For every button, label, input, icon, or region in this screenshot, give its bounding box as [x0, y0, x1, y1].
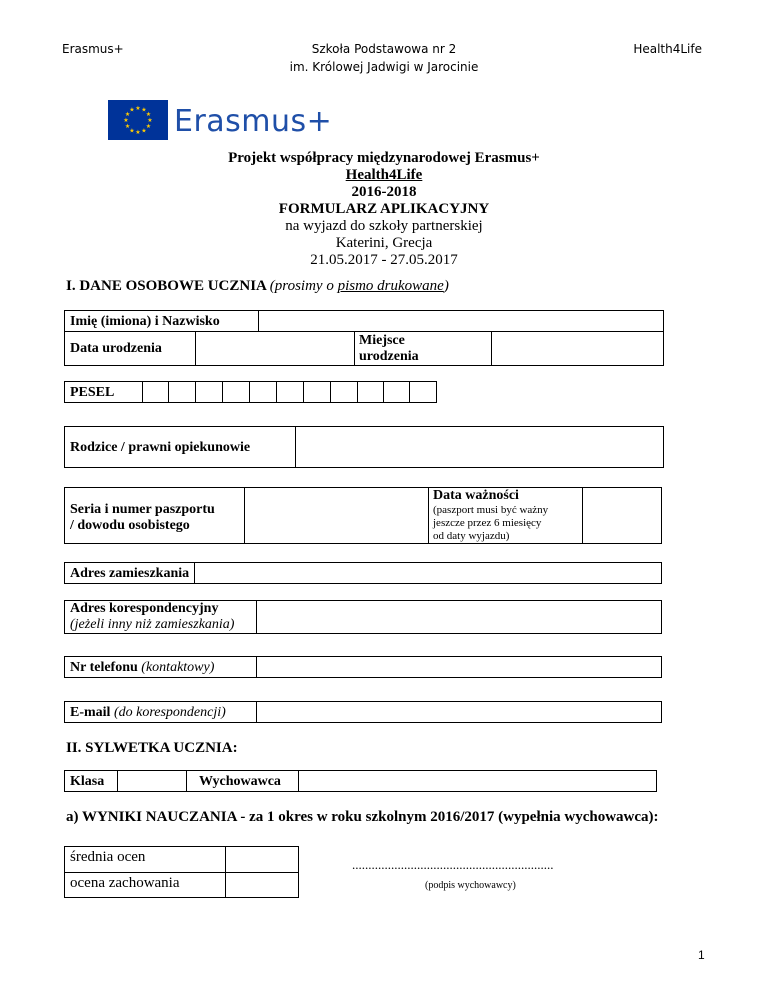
pesel-digit-box[interactable] — [196, 382, 223, 402]
table-divider — [186, 771, 187, 791]
validity-note-2: jeszcze przez 6 miesięcy — [433, 517, 542, 529]
behavior-field[interactable] — [226, 873, 298, 897]
eu-stars-icon — [108, 100, 168, 140]
signature-caption: (podpis wychowawcy) — [425, 880, 516, 891]
title-line2: Health4Life — [345, 167, 423, 183]
erasmus-logo-text: Erasmus+ — [174, 104, 333, 139]
section1-note-prefix: (prosimy o — [269, 278, 338, 294]
avg-field[interactable] — [226, 847, 298, 872]
address-field[interactable] — [195, 563, 661, 583]
class-field[interactable] — [118, 771, 186, 791]
results-heading: a) WYNIKI NAUCZANIA - za 1 okres w roku szkolnym 2016/2017 (wypełnia wychowawca): — [66, 809, 659, 825]
section1-note-link: pismo drukowane — [337, 278, 444, 294]
email-label-row — [70, 705, 226, 721]
title-line4: FORMULARZ APLIKACYJNY — [278, 201, 490, 217]
svg-text:★: ★ — [129, 127, 135, 135]
parents-field[interactable] — [296, 427, 663, 467]
class-teacher-table — [64, 770, 657, 792]
section1-heading: I. DANE OSOBOWE UCZNIA — [66, 278, 267, 294]
svg-text:★: ★ — [129, 106, 135, 114]
svg-text:★: ★ — [145, 111, 152, 118]
phone-label-row — [70, 660, 214, 676]
email-field[interactable] — [257, 702, 661, 722]
address-table — [64, 562, 662, 584]
section1-note-suffix: ) — [443, 278, 449, 294]
corr-address-label: Adres korespondencyjny — [70, 601, 219, 616]
corr-address-note: (jeżeli inny niż zamieszkania) — [70, 617, 235, 632]
header-left: Erasmus+ — [62, 42, 124, 56]
name-birth-table — [64, 310, 664, 366]
birth-place-label-2: urodzenia — [359, 349, 419, 364]
svg-text:★: ★ — [135, 129, 141, 136]
table-divider — [354, 331, 355, 365]
passport-label-2: / dowodu osobistego — [70, 518, 190, 533]
avg-label: średnia ocen — [70, 849, 146, 865]
teacher-label: Wychowawca — [199, 774, 281, 789]
parents-label: Rodzice / prawni opiekunowie — [70, 440, 251, 455]
name-label: Imię (imiona) i Nazwisko — [70, 314, 220, 329]
name-field[interactable] — [259, 311, 663, 331]
page-number: 1 — [698, 948, 705, 962]
phone-note: (kontaktowy) — [141, 660, 215, 675]
phone-label: Nr telefonu — [70, 660, 138, 675]
birth-date-field[interactable] — [196, 332, 354, 365]
signature-line: .............................................................. — [352, 857, 554, 872]
header-right: Health4Life — [633, 42, 702, 56]
eu-flag-logo — [108, 100, 168, 140]
passport-number-field[interactable] — [245, 488, 428, 543]
passport-table — [64, 487, 662, 544]
table-divider — [428, 488, 429, 543]
validity-note-1: (paszport musi być ważny — [433, 504, 549, 516]
pesel-digit-box[interactable] — [410, 382, 436, 402]
svg-text:★: ★ — [141, 127, 147, 135]
svg-text:★: ★ — [123, 117, 129, 124]
svg-text:★: ★ — [124, 123, 131, 130]
phone-field[interactable] — [257, 657, 661, 677]
validity-note-3: od daty wyjazdu) — [433, 530, 510, 542]
pesel-digit-box[interactable] — [250, 382, 277, 402]
grades-table — [64, 846, 299, 898]
pesel-table — [64, 381, 437, 403]
corr-address-field[interactable] — [257, 601, 661, 633]
svg-text:★: ★ — [141, 106, 147, 114]
class-label: Klasa — [70, 774, 105, 789]
phone-table — [64, 656, 662, 678]
validity-label: Data ważności — [433, 488, 519, 503]
pesel-digit-box[interactable] — [384, 382, 410, 402]
header-center-line2: im. Królowej Jadwigi w Jarocinie — [289, 60, 479, 74]
corr-address-table — [64, 600, 662, 634]
birth-place-field[interactable] — [492, 332, 663, 365]
section1-heading-row — [66, 278, 449, 295]
title-line1: Projekt współpracy międzynarodowej Erasmus+ — [228, 150, 540, 166]
validity-date-field[interactable] — [583, 488, 661, 543]
pesel-digit-box[interactable] — [304, 382, 331, 402]
header-center-line1: Szkoła Podstawowa nr 2 — [311, 42, 457, 56]
behavior-label: ocena zachowania — [70, 875, 180, 891]
pesel-digit-box[interactable] — [223, 382, 250, 402]
birth-place-label-1: Miejsce — [359, 333, 405, 348]
section2-heading: II. SYLWETKA UCZNIA: — [66, 740, 238, 756]
svg-text:★: ★ — [124, 111, 131, 118]
svg-text:★: ★ — [147, 117, 153, 124]
email-label: E-mail — [70, 705, 111, 720]
pesel-label: PESEL — [70, 385, 115, 400]
title-line5: na wyjazd do szkoły partnerskiej — [285, 218, 483, 234]
pesel-digit-box[interactable] — [169, 382, 196, 402]
title-line3: 2016-2018 — [351, 184, 417, 200]
teacher-field[interactable] — [299, 771, 656, 791]
pesel-digit-box[interactable] — [143, 382, 169, 402]
address-label: Adres zamieszkania — [70, 566, 190, 581]
parents-table — [64, 426, 664, 468]
title-line7: 21.05.2017 - 27.05.2017 — [310, 252, 458, 268]
svg-text:★: ★ — [135, 105, 141, 112]
email-note: (do korespondencji) — [113, 705, 226, 720]
pesel-digit-box[interactable] — [277, 382, 304, 402]
passport-label-1: Seria i numer paszportu — [70, 502, 215, 517]
pesel-digit-box[interactable] — [358, 382, 384, 402]
svg-text:★: ★ — [145, 123, 152, 130]
title-line6: Katerini, Grecja — [335, 235, 433, 251]
email-table — [64, 701, 662, 723]
pesel-digit-box[interactable] — [331, 382, 358, 402]
birth-date-label: Data urodzenia — [70, 341, 162, 356]
